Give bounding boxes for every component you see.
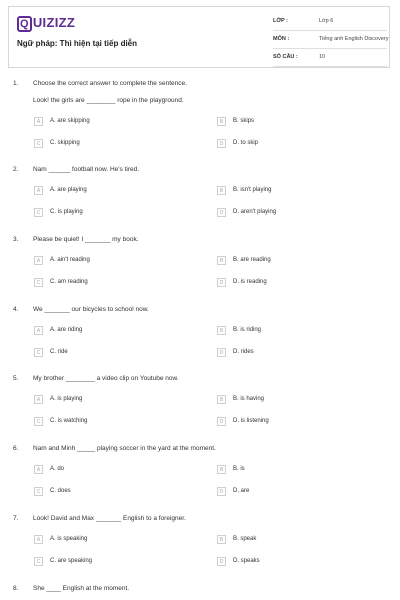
question-text: She ____ English at the moment.: [33, 585, 130, 592]
option-text: D. to skip: [233, 140, 259, 146]
option-text: C. ride: [50, 349, 68, 355]
page-title: Ngữ pháp: Thì hiện tại tiếp diễn: [17, 39, 138, 48]
option-text: C. am reading: [50, 279, 88, 285]
question-text: Please be quiet! I _______ my book.: [33, 236, 139, 243]
option-text: B. are reading: [233, 257, 271, 263]
question-text: Choose the correct answer to complete the sentence.: [33, 80, 187, 87]
meta-row-subject: [273, 31, 387, 49]
option-letter-box[interactable]: C: [34, 487, 43, 496]
option-text: A. ain't reading: [50, 257, 90, 263]
option-letter-box[interactable]: D: [217, 139, 226, 148]
option-letter-box[interactable]: D: [217, 348, 226, 357]
option-text: A. are riding: [50, 327, 83, 333]
option-letter-box[interactable]: B: [217, 395, 226, 404]
option-letter-box[interactable]: B: [217, 186, 226, 195]
option-text: D. rides: [233, 349, 254, 355]
option-letter-box[interactable]: A: [34, 117, 43, 126]
option-letter-box[interactable]: D: [217, 557, 226, 566]
option-text: B. is: [233, 466, 245, 472]
option-letter-box[interactable]: C: [34, 417, 43, 426]
option-letter-box[interactable]: C: [34, 348, 43, 357]
question-number: 4.: [13, 306, 19, 313]
worksheet-header: [8, 6, 390, 68]
question-number: 6.: [13, 445, 19, 452]
option-text: D. are: [233, 488, 250, 494]
meta-value: Lớp 6: [319, 18, 334, 24]
option-letter-box[interactable]: D: [217, 278, 226, 287]
question-number: 7.: [13, 515, 19, 522]
option-text: B. speak: [233, 536, 257, 542]
question-text: Nam ______ football now. He's tired.: [33, 166, 140, 173]
logo-q-mark: Q: [17, 16, 32, 32]
option-letter-box[interactable]: C: [34, 557, 43, 566]
quizizz-logo: [17, 15, 75, 30]
option-letter-box[interactable]: B: [217, 256, 226, 265]
option-letter-box[interactable]: A: [34, 395, 43, 404]
option-letter-box[interactable]: C: [34, 139, 43, 148]
option-text: A. is playing: [50, 396, 83, 402]
option-letter-box[interactable]: D: [217, 208, 226, 217]
option-text: B. is having: [233, 396, 265, 402]
option-text: C. is playing: [50, 209, 83, 215]
option-text: B. isn't playing: [233, 187, 272, 193]
option-letter-box[interactable]: B: [217, 117, 226, 126]
option-letter-box[interactable]: A: [34, 326, 43, 335]
question-number: 8.: [13, 585, 19, 592]
question-number: 1.: [13, 80, 19, 87]
option-text: D. is listening: [233, 418, 269, 424]
question-number: 3.: [13, 236, 19, 243]
option-letter-box[interactable]: A: [34, 256, 43, 265]
meta-row-class: [273, 13, 387, 31]
question-text: Look! David and Max _______ English to a foreigner.: [33, 515, 186, 522]
meta-label: MÔN :: [273, 36, 290, 42]
option-text: D. speaks: [233, 558, 260, 564]
question-text: Nam and Minh _____ playing soccer in the yard at the moment.: [33, 445, 216, 452]
option-letter-box[interactable]: C: [34, 208, 43, 217]
option-text: C. does: [50, 488, 71, 494]
option-text: C. is watching: [50, 418, 88, 424]
option-letter-box[interactable]: D: [217, 487, 226, 496]
meta-panel: [273, 13, 387, 67]
logo-text: UIZIZZ: [32, 15, 76, 30]
option-text: B. is riding: [233, 327, 262, 333]
question-text: Look! the girls are ________ rope in the playground.: [33, 97, 184, 104]
option-letter-box[interactable]: B: [217, 465, 226, 474]
option-letter-box[interactable]: D: [217, 417, 226, 426]
meta-label: SỐ CÂU :: [273, 54, 298, 60]
option-letter-box[interactable]: A: [34, 186, 43, 195]
option-text: D. aren't playing: [233, 209, 277, 215]
option-letter-box[interactable]: B: [217, 326, 226, 335]
option-text: A. are skipping: [50, 118, 90, 124]
option-text: C. are speaking: [50, 558, 93, 564]
option-text: C. skipping: [50, 140, 80, 146]
option-text: A. is speaking: [50, 536, 88, 542]
question-text: My brother ________ a video clip on Youtube now.: [33, 375, 179, 382]
meta-row-count: [273, 49, 387, 67]
option-letter-box[interactable]: A: [34, 465, 43, 474]
meta-value: Tiếng anh English Discovery: [319, 36, 389, 42]
meta-value: 10: [319, 54, 326, 60]
option-text: A. do: [50, 466, 65, 472]
meta-label: LỚP :: [273, 18, 288, 24]
option-letter-box[interactable]: B: [217, 535, 226, 544]
option-letter-box[interactable]: C: [34, 278, 43, 287]
question-number: 5.: [13, 375, 19, 382]
option-text: D. is reading: [233, 279, 267, 285]
option-text: B. skips: [233, 118, 255, 124]
question-text: We _______ our bicycles to school now.: [33, 306, 149, 313]
question-number: 2.: [13, 166, 19, 173]
option-letter-box[interactable]: A: [34, 535, 43, 544]
option-text: A. are playing: [50, 187, 87, 193]
